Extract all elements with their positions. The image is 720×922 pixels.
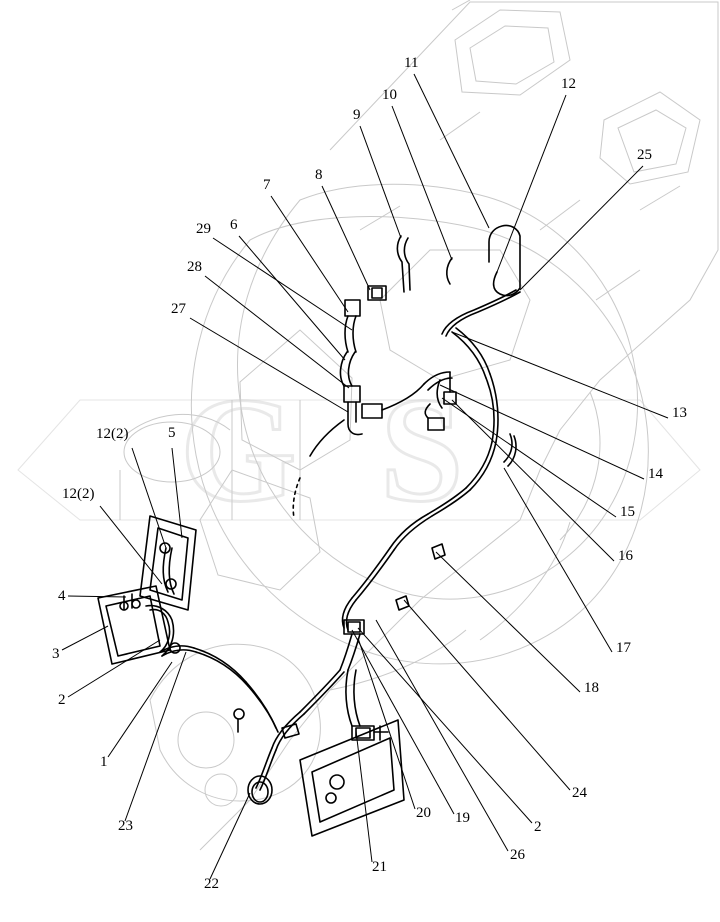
callout-label-26: 26 — [510, 847, 525, 863]
callout-label-23: 23 — [118, 818, 133, 834]
callout-label-22: 22 — [204, 876, 219, 892]
callout-label-21: 21 — [372, 859, 387, 875]
callout-label-12-b: 12(2) — [96, 426, 129, 442]
ghost-machine-outline — [18, 0, 718, 850]
callout-leader-lines — [62, 74, 668, 879]
callout-label-8: 8 — [315, 167, 323, 183]
callout-label-11: 11 — [404, 55, 419, 71]
callout-label-29: 29 — [196, 221, 211, 237]
callout-label-17: 17 — [616, 640, 631, 656]
watermark — [180, 367, 463, 533]
callout-label-24: 24 — [572, 785, 587, 801]
callout-label-18: 18 — [584, 680, 599, 696]
callout-label-12-c: 12(2) — [62, 486, 95, 502]
callout-label-2-a: 2 — [58, 692, 66, 708]
callout-label-14: 14 — [648, 466, 663, 482]
svg-text:G: G — [180, 367, 297, 533]
callout-label-27: 27 — [171, 301, 186, 317]
callout-label-19: 19 — [455, 810, 470, 826]
svg-text:S: S — [380, 367, 464, 533]
callout-label-16: 16 — [618, 548, 633, 564]
callout-label-5: 5 — [168, 425, 176, 441]
callout-label-10: 10 — [382, 87, 397, 103]
callout-label-7: 7 — [263, 177, 271, 193]
callout-label-2-b: 2 — [534, 819, 542, 835]
callout-label-1: 1 — [100, 754, 108, 770]
callout-label-13: 13 — [672, 405, 687, 421]
callout-label-9: 9 — [353, 107, 361, 123]
callout-label-4: 4 — [58, 588, 66, 604]
callout-label-20: 20 — [416, 805, 431, 821]
callout-label-3: 3 — [52, 646, 60, 662]
callout-label-28: 28 — [187, 259, 202, 275]
callout-label-25: 25 — [637, 147, 652, 163]
callout-label-6: 6 — [230, 217, 238, 233]
callout-label-12-a: 12 — [561, 76, 576, 92]
callout-label-15: 15 — [620, 504, 635, 520]
